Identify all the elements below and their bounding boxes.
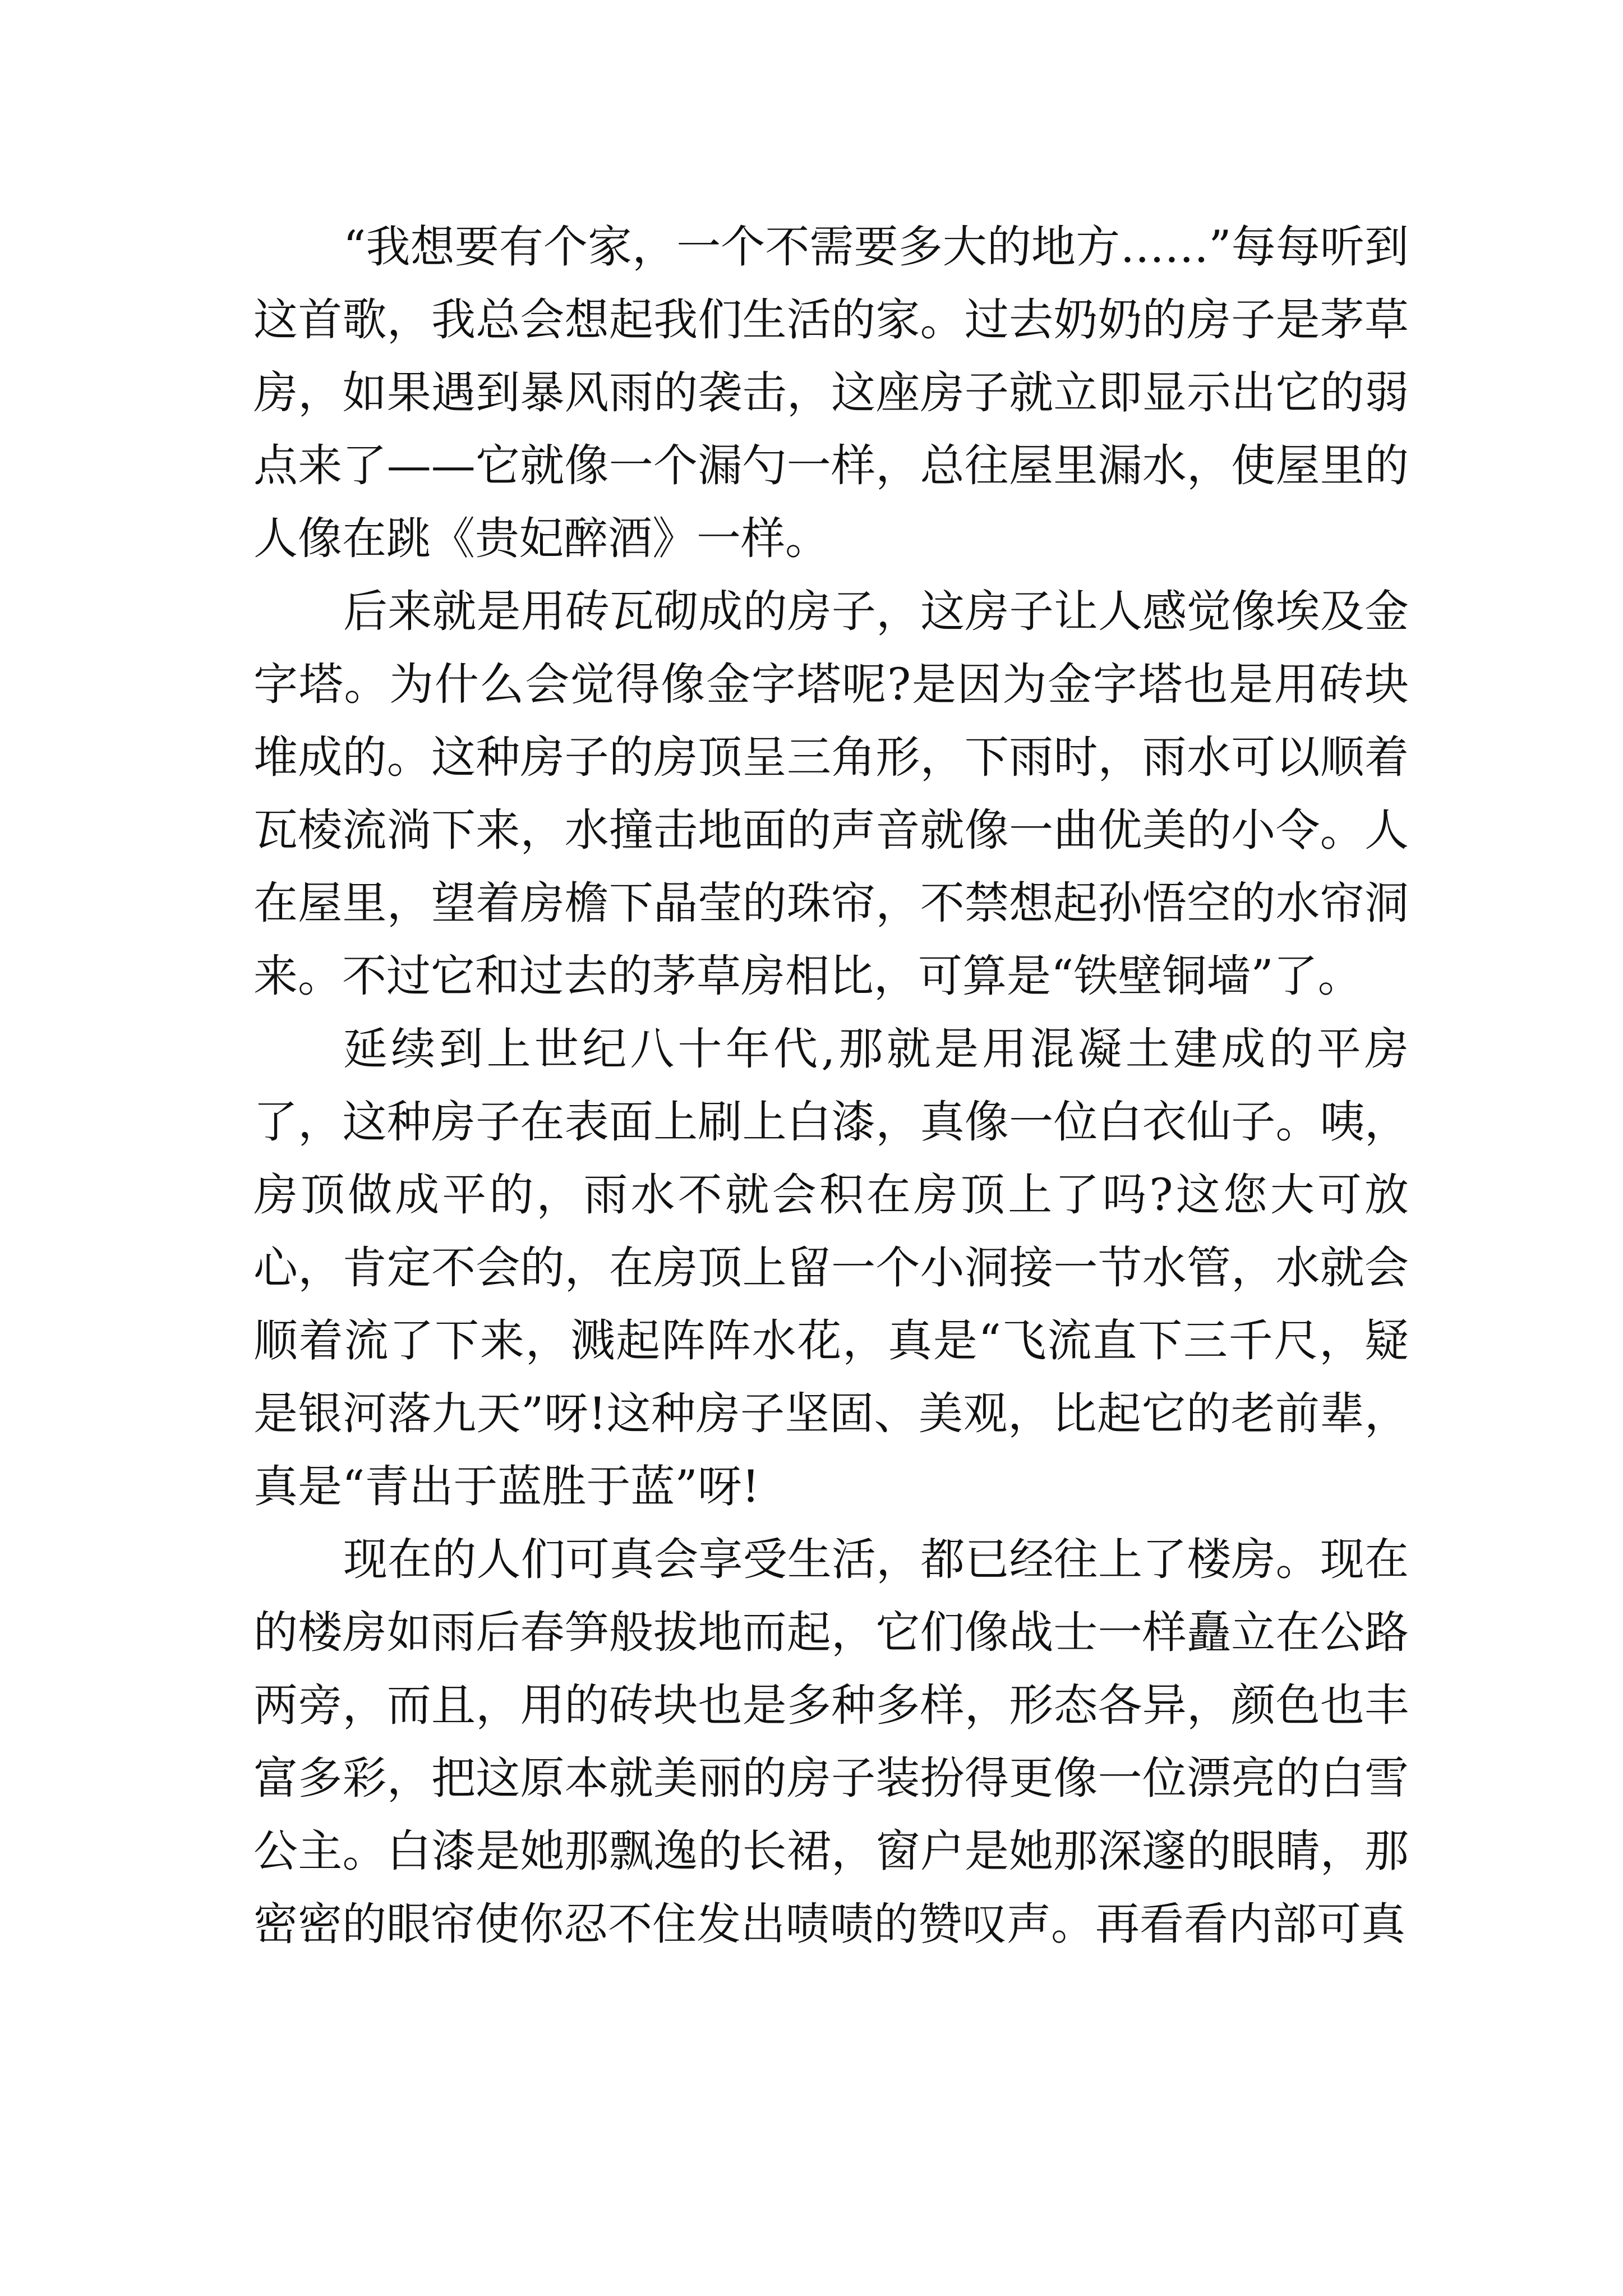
paragraph-2: 后来就是用砖瓦砌成的房子，这房子让人感觉像埃及金字塔。为什么会觉得像金字塔呢?是因为金字塔也是用砖块堆成的。这种房子的房顶呈三角形，下雨时，雨水可以顺着瓦棱流淌下来，水撞击地面的声音就像一曲优美的小令。人在屋里，望着房檐下晶莹的珠帘，不禁想起孙悟空的水帘洞来。不过它和过去的茅草房相比，可算是“铁壁铜墙”了。: [253, 586, 1409, 1002]
paragraph-1: “我想要有个家，一个不需要多大的地方……”每每听到这首歌，我总会想起我们生活的家。过去奶奶的房子是茅草房，如果遇到暴风雨的袭击，这座房子就立即显示出它的弱点来了——它就像一个漏勺一样，总往屋里漏水，使屋里的人像在跳《贵妃醉酒》一样。: [253, 221, 1409, 564]
body-text: [253, 210, 1409, 1961]
paragraph-3: 延续到上世纪八十年代,那就是用混凝土建成的平房了，这种房子在表面上刷上白漆，真像一位白衣仙子。咦，房顶做成平的，雨水不就会积在房顶上了吗?这您大可放心，肯定不会的，在房顶上留一个小洞接一节水管，水就会顺着流了下来，溅起阵阵水花，真是“飞流直下三千尺，疑是银河落九天”呀!这种房子坚固、美观，比起它的老前辈，真是“青出于蓝胜于蓝”呀!: [253, 1023, 1409, 1512]
paragraph-4: 现在的人们可真会享受生活，都已经往上了楼房。现在的楼房如雨后春笋般拔地而起，它们像战士一样矗立在公路两旁，而且，用的砖块也是多种多样，形态各异，颜色也丰富多彩，把这原本就美丽的房子装扮得更像一位漂亮的白雪公主。白漆是她那飘逸的长裙，窗户是她那深邃的眼睛，那密密的眼帘使你忍不住发出啧啧的赞叹声。再看看内部可真: [253, 1534, 1409, 1950]
